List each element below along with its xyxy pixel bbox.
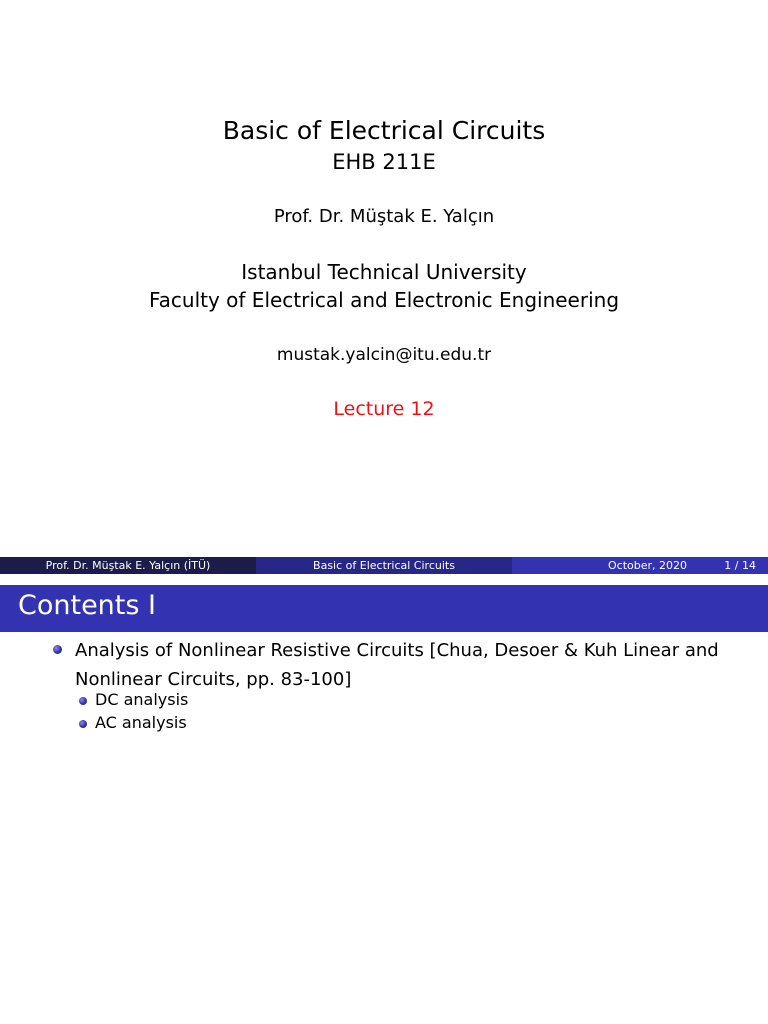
footline-bar: [0, 557, 768, 574]
sub-list-item-text: AC analysis: [95, 713, 187, 732]
institution-name: Istanbul Technical University: [241, 260, 527, 284]
faculty-name: Faculty of Electrical and Electronic Engineering: [148, 288, 620, 312]
presentation-title: Basic of Electrical Circuits: [222, 116, 546, 145]
lecture-number: Lecture 12: [333, 398, 435, 420]
sub-list-item-text: DC analysis: [95, 690, 189, 709]
bullet-icon: [79, 720, 87, 728]
author-name: Prof. Dr. Müştak E. Yalçın: [273, 206, 495, 227]
course-code: EHB 211E: [332, 150, 436, 174]
frame-title-bar: [0, 585, 768, 632]
footline-date-page: [512, 557, 768, 574]
bullet-icon: [79, 697, 87, 705]
frame-title: Contents I: [18, 590, 156, 621]
footline-author: Prof. Dr. Müştak E. Yalçın (İTÜ): [0, 557, 256, 574]
bullet-icon: [53, 645, 62, 654]
list-item-text: Analysis of Nonlinear Resistive Circuits [Chua, Desoer & Kuh Linear and Nonlinear Circuits, pp. 83-100]: [75, 640, 719, 690]
footline-title: Basic of Electrical Circuits: [256, 557, 512, 574]
author-email: mustak.yalcin@itu.edu.tr: [276, 345, 492, 365]
footline-date: October, 2020: [608, 559, 688, 572]
footline-page-number: 1 / 14: [724, 559, 756, 572]
